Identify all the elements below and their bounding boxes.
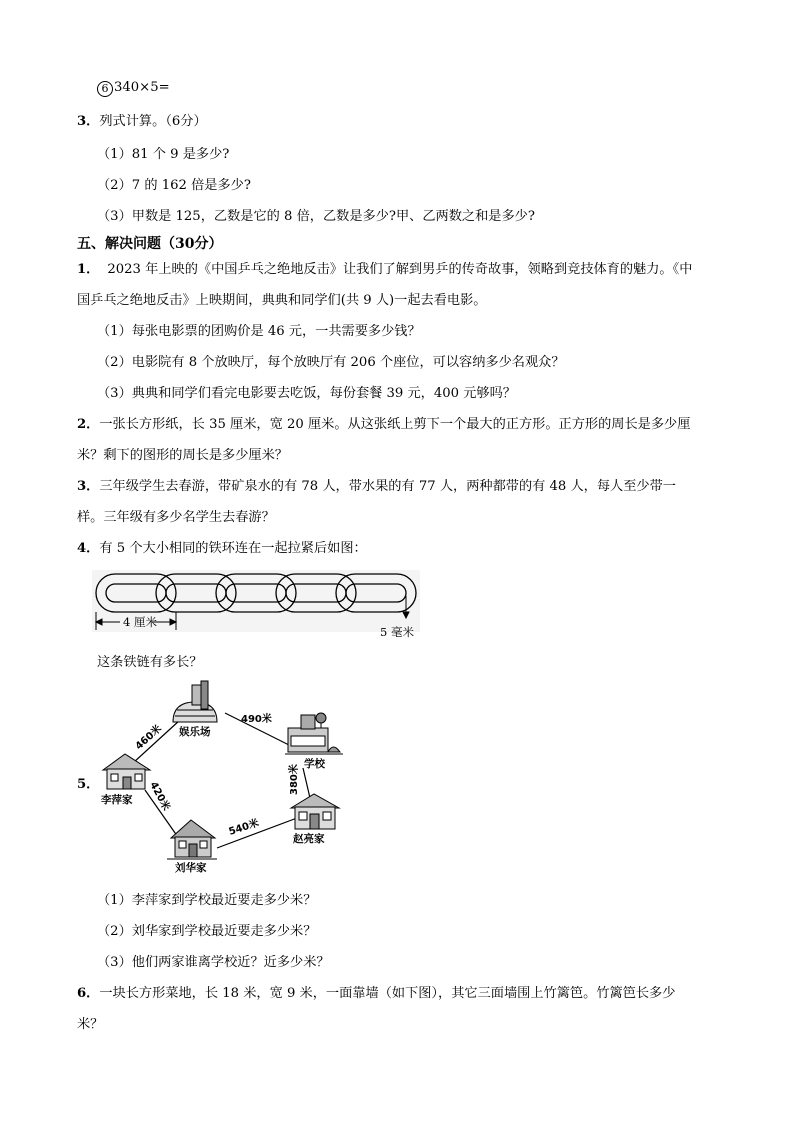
length-label: 4 厘米 [123,615,157,629]
problem-text: 一块长方形菜地，长 18 米，宽 9 米，一面靠墙（如下图），其它三面墙围上竹篱笆。竹篱笆长多少 [99,986,676,1001]
p5-item-1: （1）李萍家到学校最近要走多少米？ [97,893,317,908]
place-label-zhaoliang: 赵亮家 [293,833,325,845]
p5-item-3: （3）他们两家谁离学校近？近多少米？ [97,955,330,970]
distance-label: 490米 [241,714,272,725]
problem-3-line1 [77,479,676,495]
question-title: 列式计算。（6分） [99,114,207,129]
place-label-liuhua: 刘华家 [175,862,207,874]
circled-number: 6 [97,81,113,97]
problem-6-line1 [77,986,675,1002]
distance-label: 540米 [227,817,261,838]
calc-expression: 340×5= [114,80,170,95]
problem-number: 3． [77,479,100,494]
p1-item-3: （3）典典和同学们看完电影要去吃饭，每份套餐 39 元，400 元够吗？ [97,386,516,401]
problem-number: 4． [77,541,100,556]
problem-2-line1 [77,417,690,433]
chain-figure [90,568,430,643]
distance-label: 460米 [133,723,164,753]
house-icon [291,794,339,829]
p1-item-1: （1）每张电影票的团购价是 46 元，一共需要多少钱？ [97,324,421,339]
problem-2-line2: 米？剩下的图形的周长是多少厘米？ [77,448,288,463]
problem-1-line1 [77,262,692,278]
question-number: 3． [77,114,100,129]
problem-text: 有 5 个大小相同的铁环连在一起拉紧后如图： [99,541,367,556]
p5-item-2: （2）刘华家到学校最近要走多少米？ [97,924,317,939]
school-icon [285,713,343,754]
p4-question: 这条铁链有多长？ [97,655,203,670]
place-label-xuexiao: 学校 [304,758,325,770]
house-icon [103,754,150,789]
route-map [95,680,355,880]
house-icon [167,820,217,859]
q3-item-3: （3）甲数是 125，乙数是它的 8 倍，乙数是多少?甲、乙两数之和是多少? [97,209,535,224]
p1-item-2: （2）电影院有 8 个放映厅，每个放映厅有 206 个座位，可以容纳多少名观众？ [97,355,565,370]
problem-text: 2023 年上映的《中国乒乓之绝地反击》让我们了解到男乒的传奇故事，领略到竞技体育的魅力。《中 [107,262,693,277]
amusement-park-icon [173,681,217,722]
place-label-yulechang: 娱乐场 [179,726,211,738]
problem-3-line2: 样。三年级有多少名学生去春游？ [77,510,275,525]
problem-number: 1． [77,262,100,277]
problem-text: 一张长方形纸，长 35 厘米，宽 20 厘米。从这张纸上剪下一个最大的正方形。正方形的周长是多少厘 [99,417,691,432]
problem-text: 三年级学生去春游，带矿泉水的有 78 人，带水果的有 77 人，两种都带的有 48 人，每人至少带一 [99,479,676,494]
section-title: 五、解决问题（30分） [77,236,223,252]
calc-item-6 [97,80,170,97]
q3-item-1: （1）81 个 9 是多少? [97,147,230,162]
distance-label: 420米 [147,780,172,813]
problem-number: 2． [77,417,100,432]
problem-number: 6． [77,986,100,1001]
place-label-liping: 李萍家 [101,794,133,806]
thickness-label: 5 毫米 [380,625,414,639]
problem-6-line2: 米？ [77,1017,104,1032]
problem-1-line2: 国乒乓之绝地反击》上映期间，典典和同学们(共 9 人)一起去看电影。 [77,293,487,308]
question-3 [77,114,207,130]
distance-label: 380米 [289,764,300,795]
problem-4 [77,541,367,557]
q3-item-2: （2）7 的 162 倍是多少? [97,178,251,193]
problem-number: 5． [77,777,100,792]
